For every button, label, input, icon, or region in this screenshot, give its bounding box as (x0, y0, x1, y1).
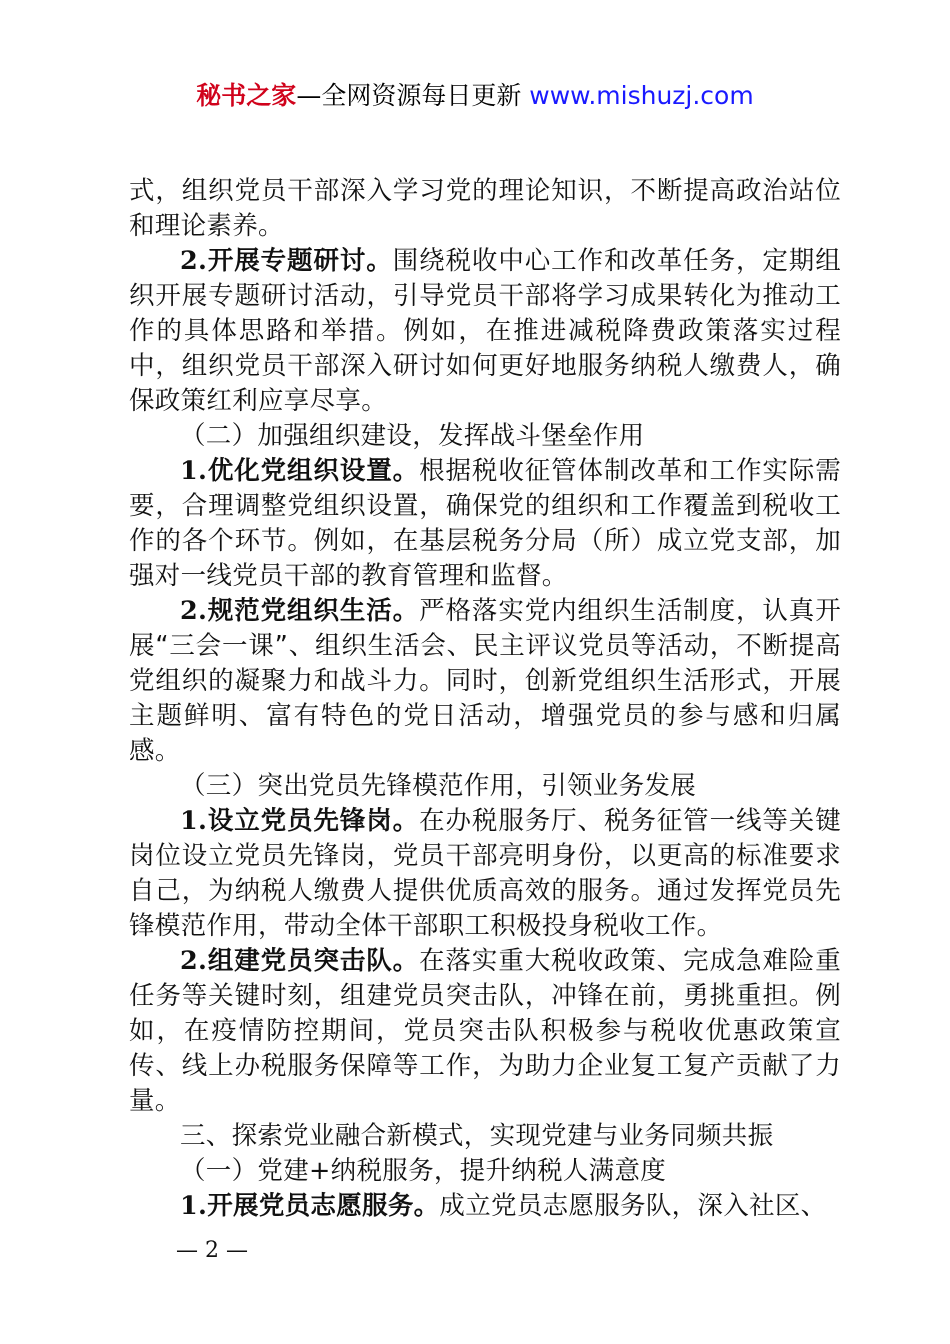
section-heading: 三、探索党业融合新模式，实现党建与业务同频共振 (180, 1121, 774, 1151)
paragraph-text: 在办税服务厅、税务征管一线等关键岗位设立党员先锋岗，党员干部亮明身份，以更高的标准要求自己，为纳税人缴费人提供优质高效的服务。通过发挥党员先锋模范作用，带动全体干部职工积极投身税收工作。 (129, 806, 841, 941)
page-number: — 2 — (176, 1238, 248, 1263)
paragraph (129, 244, 841, 419)
paragraph-lead: 2.组建党员突击队。 (180, 946, 420, 976)
paragraph-text: 严格落实党内组织生活制度，认真开展“三会一课”、组织生活会、民主评议党员等活动，不断提高党组织的凝聚力和战斗力。同时，创新党组织生活形式，开展主题鲜明、富有特色的党日活动，增强党员的参与感和归属感。 (129, 596, 841, 766)
paragraph: 式，组织党员干部深入学习党的理论知识，不断提高政治站位和理论素养。 (129, 176, 841, 241)
paragraph (129, 454, 841, 594)
paragraph-lead: 1.开展党员志愿服务。 (180, 1191, 440, 1221)
paragraph (129, 594, 841, 769)
paragraph-text: 在落实重大税收政策、完成急难险重任务等关键时刻，组建党员突击队，冲锋在前，勇挑重担。例如，在疫情防控期间，党员突击队积极参与税收优惠政策宣传、线上办税服务保障等工作，为助力企业复工复产贡献了力量。 (129, 946, 841, 1116)
header-separator: — (296, 81, 322, 110)
section-heading: （一）党建+纳税服务，提升纳税人满意度 (180, 1156, 667, 1186)
section-heading: （三）突出党员先锋模范作用，引领业务发展 (180, 771, 697, 801)
header-tagline: 全网资源每日更新 (321, 81, 522, 110)
paragraph (129, 804, 841, 944)
paragraph-lead: 2.开展专题研讨。 (180, 246, 393, 276)
paragraph (129, 1189, 841, 1224)
site-url-link[interactable]: www.mishuzj.com (529, 81, 754, 110)
site-header (0, 78, 950, 114)
paragraph-text: 成立党员志愿服务队，深入社区、 (439, 1191, 827, 1221)
paragraph-text: 根据税收征管体制改革和工作实际需要，合理调整党组织设置，确保党的组织和工作覆盖到税收工作的各个环节。例如，在基层税务分局（所）成立党支部，加强对一线党员干部的教育管理和监督。 (129, 456, 841, 591)
paragraph-lead: 1.优化党组织设置。 (180, 456, 420, 486)
paragraph (129, 944, 841, 1119)
paragraph-text: 围绕税收中心工作和改革任务，定期组织开展专题研讨活动，引导党员干部将学习成果转化为推动工作的具体思路和举措。例如，在推进减税降费政策落实过程中，组织党员干部深入研讨如何更好地服务纳税人缴费人，确保政策红利应享尽享。 (129, 246, 841, 416)
paragraph-lead: 2.规范党组织生活。 (180, 596, 420, 626)
paragraph-lead: 1.设立党员先锋岗。 (180, 806, 420, 836)
section-heading: （二）加强组织建设，发挥战斗堡垒作用 (180, 421, 645, 451)
site-brand: 秘书之家 (196, 81, 297, 110)
document-body (129, 174, 841, 1224)
